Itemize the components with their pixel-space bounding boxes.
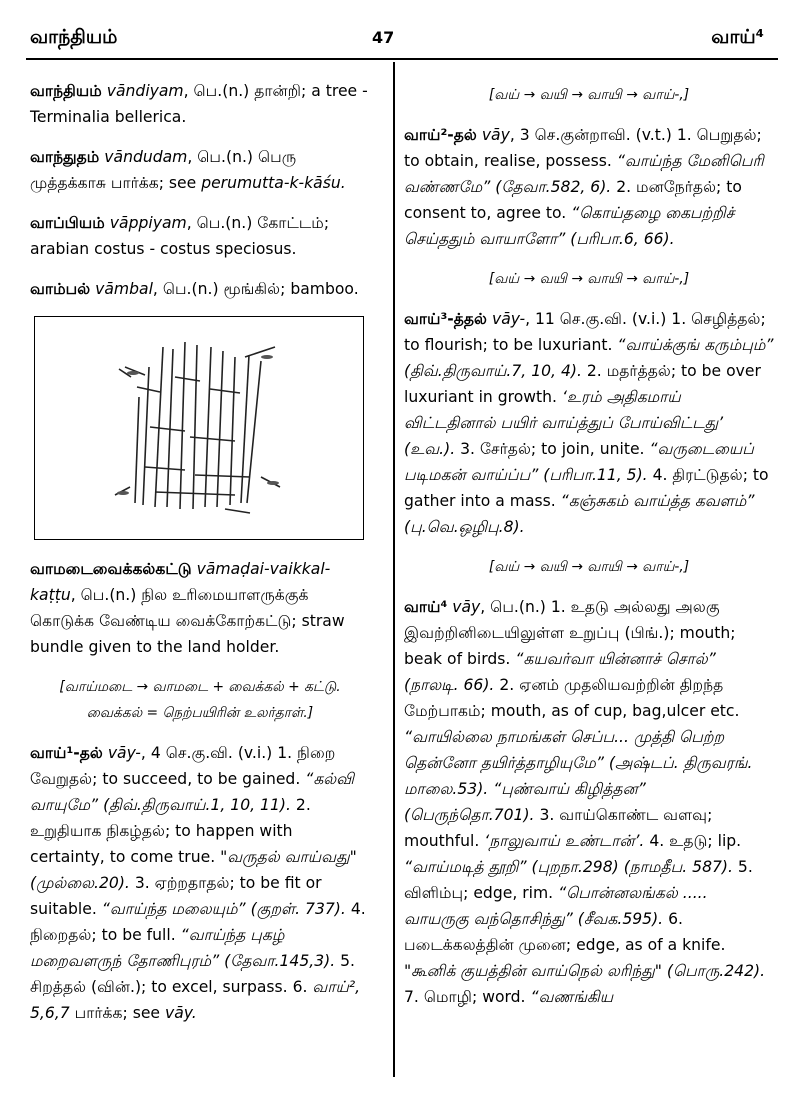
citation: “வாய்ந்த புகழ் மறைவளருந் தோணிபுரம்” (தேவா.145,3). <box>30 926 336 970</box>
headword: வாய்¹-தல் <box>30 744 103 762</box>
citation: “கஞ்சுகம் வாய்த்த கவளம்” (பு.வெ.ஒழிபு.8). <box>404 492 755 536</box>
transliteration: vāppiyam <box>109 214 187 232</box>
citation: “கொய்தழை கைபற்றிச் செய்ததும் வாயாளோ” (பரிபா.6, 66). <box>404 204 735 248</box>
headword: வாப்பியம் <box>30 214 105 232</box>
citation: ‘நாலுவாய் உண்டான்’. <box>484 832 645 850</box>
dictionary-entry <box>30 556 370 660</box>
definition: 6. படைக்கலத்தின் முனை; edge, as of a knife. <box>404 910 726 954</box>
definition: 3. ஏற்றதாதல்; to be fit or suitable. <box>30 874 322 918</box>
transliteration: vāmaḍai-vaikkal-kaṭṭu <box>30 560 331 604</box>
citation: “வாயில்லை நாமங்கள் செப்ப... முத்தி பெற்ற தென்னோ தயிர்த்தாழியுமே” (அஷ்டப். திருவரங். மாலை.53). <box>404 728 753 798</box>
dictionary-entry <box>404 306 774 540</box>
etymology: [வய் → வயி → வாயி → வாய்-,] <box>488 271 690 287</box>
definition: , 11 செ.கு.வி. (v.i.) 1. செழித்தல்; to flourish; to be luxuriant. <box>404 310 766 354</box>
citation: “வாய்க்குங் கரும்பும்” (திவ்.திருவாய்.7, 10, 4). <box>404 336 774 380</box>
definition: 2. மதர்த்தல்; to be over luxuriant in growth. <box>404 362 761 406</box>
definition: 3. சேர்தல்; to join, unite. <box>455 440 650 458</box>
citation: "வருதல் வாய்வது" (முல்லை.20). <box>30 848 357 892</box>
headword: வாமடைவைக்கல்கட்டு <box>30 560 192 578</box>
citation: “கல்வி வாயுமே” (திவ்.திருவாய்.1, 10, 11). <box>30 770 354 814</box>
citation: “புண்வாய் கிழித்தன” (பெருந்தொ.701). <box>404 780 646 824</box>
left-column <box>30 78 370 1040</box>
page-number: 47 <box>372 28 395 47</box>
bamboo-illustration-icon <box>35 317 363 539</box>
definition: 4. நிறைதல்; to be full. <box>30 900 366 944</box>
headword: வாந்துதம் <box>30 148 100 166</box>
etymology: [வய் → வயி → வாயி → வாய்-,] <box>488 87 690 103</box>
definition: 5. சிறத்தல் (வின்.); to excel, surpass. 6. <box>30 952 356 996</box>
definition: , 4 செ.கு.வி. (v.i.) 1. நிறை வேறுதல்; to succeed, to be gained. <box>30 744 336 788</box>
headword: வாய்²-தல் <box>404 126 477 144</box>
citation: “வாய்மடித் தூறி” (புறநா.298) (நாமதீப. 587). <box>404 858 733 876</box>
citation: ‘உரம் அதிகமாய் விட்டதினால் பயிர் வாய்த்துப் போய்விட்டது’ (உவ.). <box>404 388 724 458</box>
definition: 3. வாய்கொண்ட வளவு; mouthful. <box>404 806 713 850</box>
citation: “பொன்னலங்கல் ..... வாயருகு வந்தொசிந்து” (சீவக.595). <box>404 884 708 928</box>
headword: வாந்தியம் <box>30 82 102 100</box>
headword: வாய்³-த்தல் <box>404 310 488 328</box>
dictionary-entry <box>30 144 370 196</box>
running-head-right: வாய்⁴ <box>711 26 764 48</box>
definition: 4. திரட்டுதல்; to gather into a mass. <box>404 466 769 510</box>
cross-reference: perumutta-k-kāśu. <box>201 174 346 192</box>
definition: , பெ.(n.) 1. உதடு அல்லது அலகு இவற்றினிடையிலுள்ள உறுப்பு (பிங்.); mouth; beak of birds. <box>404 598 736 668</box>
right-column <box>404 78 774 1024</box>
transliteration: vāmbal <box>95 280 153 298</box>
definition: , பெ.(n.) கோட்டம்; arabian costus - costus speciosus. <box>30 214 330 258</box>
definition: 7. மொழி; word. <box>404 988 531 1006</box>
transliteration: vāy- <box>107 744 141 762</box>
column-divider <box>393 62 395 1077</box>
etymology: [வய் → வயி → வாயி → வாய்-,] <box>488 559 690 575</box>
dictionary-entry <box>404 594 774 1010</box>
definition: 4. உதடு; lip. <box>644 832 742 850</box>
transliteration: vāy- <box>491 310 526 328</box>
dictionary-entry <box>30 78 370 130</box>
transliteration: vāy <box>452 598 481 616</box>
definition: பார்க்க; see <box>69 1004 165 1022</box>
citation: “கயவர்வா யின்னாச் சொல்” (நாலடி. 66). <box>404 650 716 694</box>
cross-reference: vāy. <box>164 1004 197 1022</box>
definition: 5. விளிம்பு; edge, rim. <box>404 858 753 902</box>
dictionary-entry <box>404 122 774 252</box>
definition: 2. ஏனம் முதலியவற்றின் திறந்த மேற்பாகம்; mouth, as of cup, bag,ulcer etc. <box>404 676 740 720</box>
citation: “வாய்ந்த மேனிபெரி வண்ணமே” (தேவா.582, 6). <box>404 152 764 196</box>
citation: “வணங்கிய <box>530 988 614 1006</box>
citation: “வாய்ந்த மலையும்” (குறள். 737). <box>101 900 346 918</box>
definition: , பெ.(n.) பெரு முத்தக்காசு பார்க்க; see <box>30 148 297 192</box>
running-head-left: வாந்தியம் <box>30 26 118 48</box>
dictionary-entry <box>30 740 370 1026</box>
dictionary-entry <box>30 276 370 302</box>
header-rule <box>26 58 778 60</box>
definition: , 3 செ.குன்றாவி. (v.t.) 1. பெறுதல்; to obtain, realise, possess. <box>404 126 762 170</box>
definition: , பெ.(n.) நில உரிமையாளருக்குக் கொடுக்க வேண்டிய வைக்கோற்கட்டு; straw bundle given to the land holder. <box>30 586 345 656</box>
definition: 2. மனநேர்தல்; to consent to, agree to. <box>404 178 742 222</box>
definition: 2. உறுதியாக நிகழ்தல்; to happen with certainty, to come true. <box>30 796 311 866</box>
dictionary-entry <box>30 210 370 262</box>
transliteration: vāndudam <box>104 148 188 166</box>
page-header <box>0 26 800 56</box>
citation: வாய்², 5,6,7 <box>30 978 361 1022</box>
definition: , பெ.(n.) தான்றி; a tree - Terminalia bellerica. <box>30 82 368 126</box>
bamboo-figure <box>34 316 364 540</box>
transliteration: vāy <box>481 126 510 144</box>
citation: "கூனிக் குயத்தின் வாய்நெல் லரிந்து" (பொரு.242). <box>404 962 766 980</box>
citation: “வருடையைப் படிமகன் வாய்ப்ப” (பரிபா.11, 5). <box>404 440 754 484</box>
etymology: [வாய்மடை → வாமடை + வைக்கல் + கட்டு. வைக்கல் = நெற்பயிரின் உலர்தாள்.] <box>59 679 341 721</box>
definition: , பெ.(n.) மூங்கில்; bamboo. <box>152 280 359 298</box>
headword: வாய்⁴ <box>404 598 448 616</box>
transliteration: vāndiyam <box>106 82 184 100</box>
headword: வாம்பல் <box>30 280 91 298</box>
